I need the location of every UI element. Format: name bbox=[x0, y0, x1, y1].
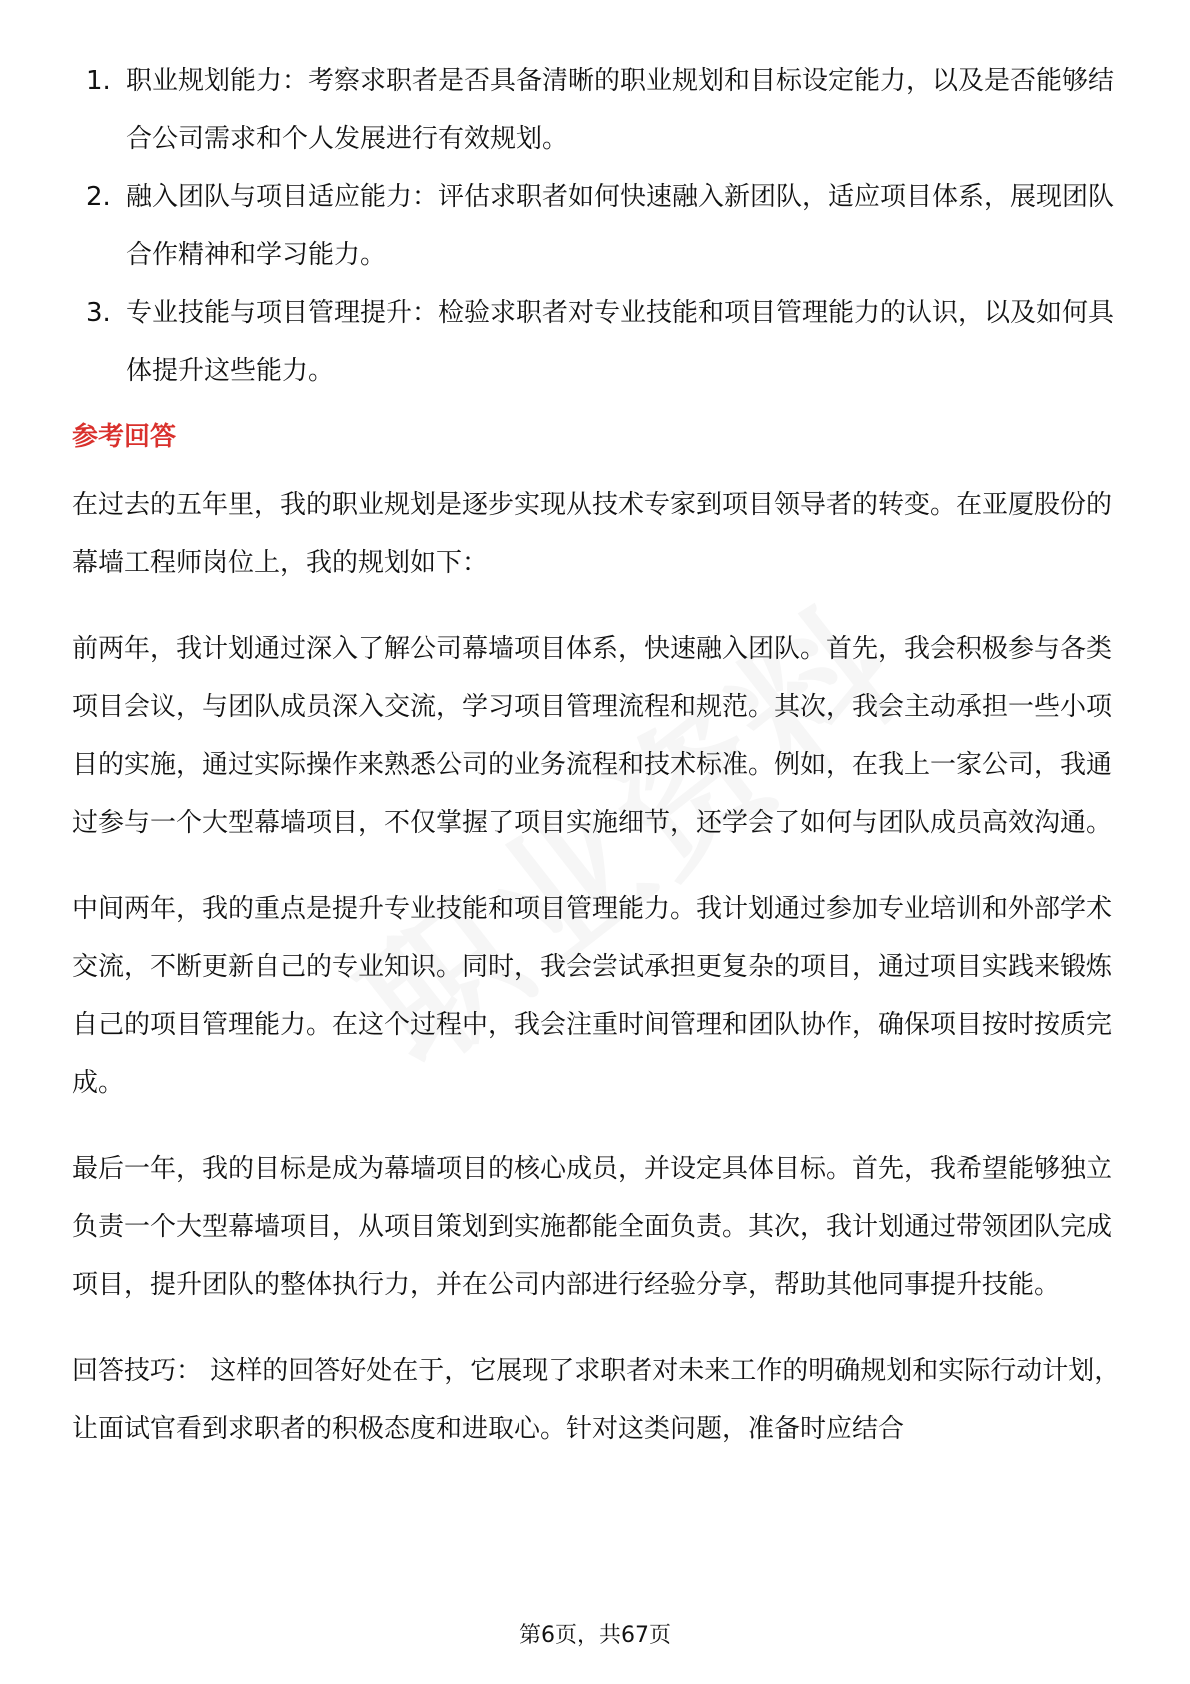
list-item-number: 2. bbox=[86, 182, 111, 212]
list-item-number: 1. bbox=[86, 66, 111, 96]
section-title: 参考回答 bbox=[72, 422, 177, 452]
list-item-text: 融入团队与项目适应能力：评估求职者如何快速融入新团队，适应项目体系，展现团队合作精神和学习能力。 bbox=[126, 182, 1115, 270]
criteria-list bbox=[72, 52, 1122, 400]
list-item-text: 职业规划能力：考察求职者是否具备清晰的职业规划和目标设定能力，以及是否能够结合公司需求和个人发展进行有效规划。 bbox=[126, 66, 1115, 154]
paragraph: 回答技巧： 这样的回答好处在于，它展现了求职者对未来工作的明确规划和实际行动计划，让面试官看到求职者的积极态度和进取心。针对这类问题，准备时应结合 bbox=[72, 1356, 1121, 1444]
paragraph: 前两年，我计划通过深入了解公司幕墙项目体系，快速融入团队。首先，我会积极参与各类项目会议，与团队成员深入交流，学习项目管理流程和规范。其次，我会主动承担一些小项目的实施，通过实际操作来熟悉公司的业务流程和技术标准。例如，在我上一家公司，我通过参与一个大型幕墙项目，不仅掌握了项目实施细节，还学会了如何与团队成员高效沟通。 bbox=[72, 634, 1113, 838]
list-item bbox=[72, 284, 1122, 400]
list-item bbox=[72, 52, 1122, 168]
list-item-text: 专业技能与项目管理提升：检验求职者对专业技能和项目管理能力的认识，以及如何具体提升这些能力。 bbox=[126, 298, 1115, 386]
paragraph: 最后一年，我的目标是成为幕墙项目的核心成员，并设定具体目标。首先，我希望能够独立负责一个大型幕墙项目，从项目策划到实施都能全面负责。其次，我计划通过带领团队完成项目，提升团队的整体执行力，并在公司内部进行经验分享，帮助其他同事提升技能。 bbox=[72, 1154, 1113, 1300]
page-content bbox=[72, 52, 1122, 1458]
paragraph: 在过去的五年里，我的职业规划是逐步实现从技术专家到项目领导者的转变。在亚厦股份的幕墙工程师岗位上，我的规划如下： bbox=[72, 490, 1113, 578]
paragraph: 中间两年，我的重点是提升专业技能和项目管理能力。我计划通过参加专业培训和外部学术交流，不断更新自己的专业知识。同时，我会尝试承担更复杂的项目，通过项目实践来锻炼自己的项目管理能力。在这个过程中，我会注重时间管理和团队协作，确保项目按时按质完成。 bbox=[72, 894, 1113, 1098]
list-item bbox=[72, 168, 1122, 284]
page-number-footer: 第6页，共67页 bbox=[519, 1623, 671, 1648]
list-item-number: 3. bbox=[86, 298, 111, 328]
